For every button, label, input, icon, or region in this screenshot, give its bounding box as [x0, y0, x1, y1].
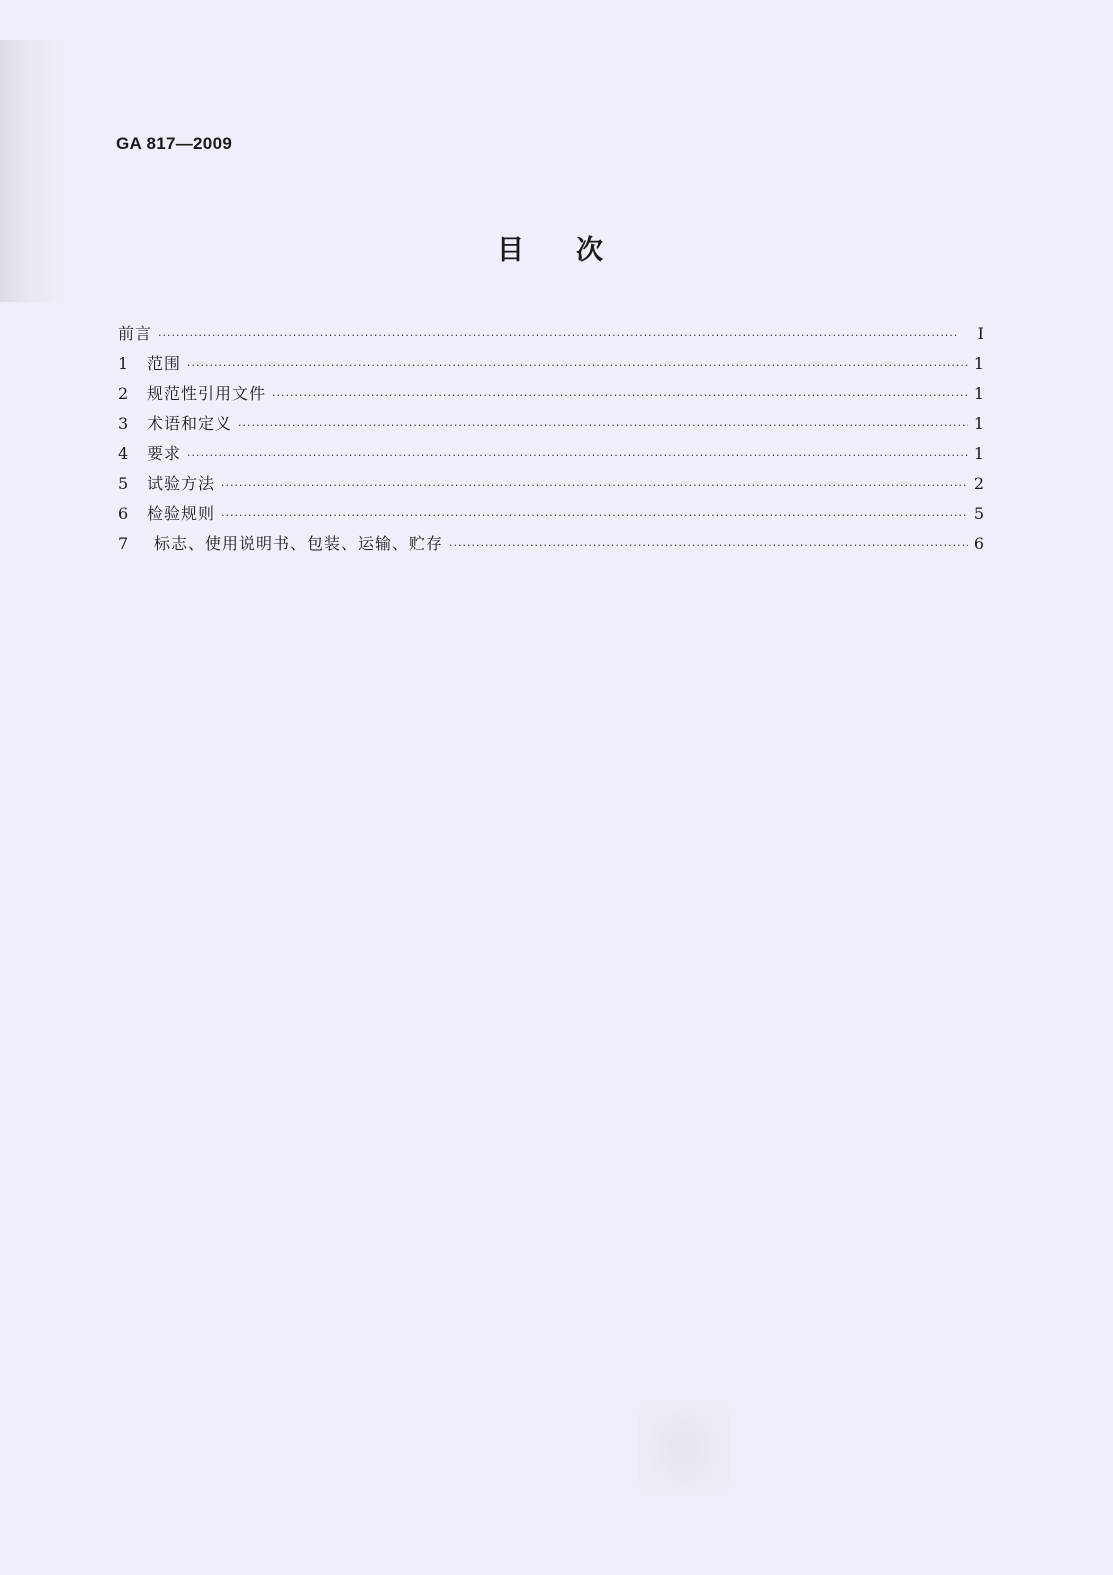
- toc-entry-label: 术语和定义: [147, 414, 233, 433]
- toc-entry-label: 规范性引用文件: [147, 384, 267, 403]
- table-of-contents: [118, 321, 984, 561]
- toc-title: 目次: [497, 235, 655, 266]
- document-code: GA 817—2009: [116, 134, 233, 153]
- toc-entry-page: 1: [973, 444, 984, 463]
- toc-entry-label: 要求: [147, 444, 182, 463]
- toc-entry-label: 范围: [147, 354, 182, 373]
- toc-leader-dots: [221, 479, 968, 492]
- toc-entry-7[interactable]: [118, 531, 984, 561]
- toc-leader-dots: [449, 539, 968, 552]
- toc-entry-foreword[interactable]: [118, 321, 984, 351]
- toc-leader-dots: [187, 359, 968, 372]
- toc-entry-2[interactable]: [118, 381, 984, 411]
- toc-entry-5[interactable]: [118, 471, 984, 501]
- toc-entry-label: 检验规则: [147, 504, 216, 523]
- toc-entry-page: 1: [973, 414, 984, 433]
- toc-entry-label: 前言: [118, 324, 153, 343]
- toc-entry-4[interactable]: [118, 441, 984, 471]
- toc-entry-label: 标志、使用说明书、包装、运输、贮存: [154, 534, 444, 553]
- toc-entry-number: 4: [118, 444, 129, 463]
- toc-entry-label: 试验方法: [147, 474, 216, 493]
- toc-entry-number: 6: [118, 504, 129, 523]
- toc-entry-3[interactable]: [118, 411, 984, 441]
- scan-smudge: [638, 1400, 730, 1496]
- toc-leader-dots: [158, 329, 968, 342]
- toc-entry-number: 7: [118, 534, 129, 553]
- toc-leader-dots: [221, 509, 968, 522]
- toc-entry-page: 6: [973, 534, 984, 553]
- toc-leader-dots: [272, 389, 968, 402]
- toc-entry-number: 1: [118, 354, 129, 373]
- toc-entry-1[interactable]: [118, 351, 984, 381]
- toc-leader-dots: [187, 449, 968, 462]
- toc-entry-page: 5: [973, 504, 984, 523]
- toc-entry-page: 1: [973, 354, 984, 373]
- toc-entry-number: 3: [118, 414, 129, 433]
- toc-entry-page: 2: [973, 474, 984, 493]
- toc-entry-6[interactable]: [118, 501, 984, 531]
- toc-entry-number: 5: [118, 474, 129, 493]
- toc-entry-page: Ⅰ: [977, 324, 984, 343]
- toc-leader-dots: [238, 419, 968, 432]
- toc-entry-page: 1: [973, 384, 984, 403]
- toc-entry-number: 2: [118, 384, 129, 403]
